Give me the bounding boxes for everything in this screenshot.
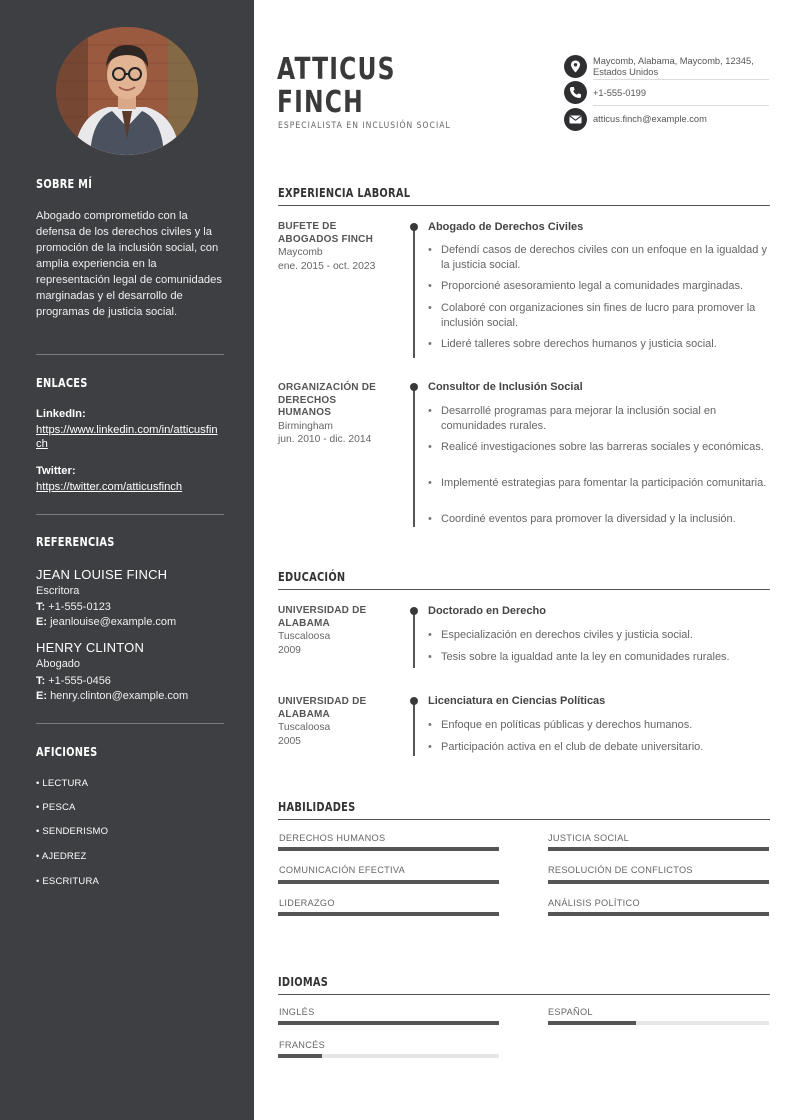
about-text: Abogado comprometido con la defensa de los derechos civiles y la promoción de la inclusión social, con amplia experiencia en la representación legal de comunidades marginadas y el desarrollo de programas de justicia social. — [36, 210, 222, 318]
timeline-line — [413, 226, 415, 358]
profile-photo — [56, 27, 198, 155]
employer-location: Birmingham — [278, 421, 333, 432]
job-title: ESPECIALISTA EN INCLUSIÓN SOCIAL — [278, 121, 451, 131]
divider — [593, 105, 769, 106]
degree-title: Doctorado en Derecho — [428, 605, 546, 617]
skill-label: ANÁLISIS POLÍTICO — [548, 898, 640, 908]
reference-email: E: jeanlouise@example.com — [36, 616, 177, 628]
hobby-item: • LECTURA — [36, 778, 89, 789]
skills-heading: HABILIDADES — [278, 800, 356, 814]
divider — [36, 723, 224, 724]
hobby-item: • PESCA — [36, 802, 76, 813]
experience-heading: EXPERIENCIA LABORAL — [278, 186, 411, 200]
school-name: UNIVERSIDAD DE ALABAMA — [278, 696, 367, 720]
language-label: FRANCÉS — [279, 1040, 326, 1050]
language-bar — [278, 1054, 499, 1058]
reference-role: Escritora — [36, 585, 80, 597]
employment-dates: ene. 2015 - oct. 2023 — [278, 261, 376, 272]
skill-bar — [278, 880, 499, 884]
location-icon — [564, 55, 587, 78]
reference-phone: T: +1-555-0456 — [36, 675, 111, 687]
linkedin-label: LinkedIn: — [36, 408, 86, 420]
education-heading: EDUCACIÓN — [278, 570, 346, 584]
degree-bullet: • Especialización en derechos civiles y justicia social. — [428, 628, 768, 643]
skill-bar — [548, 847, 769, 851]
language-label: ESPAÑOL — [548, 1007, 593, 1017]
section-rule — [278, 205, 770, 206]
job-bullet: • Proporcioné asesoramiento legal a comunidades marginadas. — [428, 279, 768, 294]
job-bullet: • Realicé investigaciones sobre las barreras sociales y económicas. — [428, 440, 768, 455]
employer-location: Maycomb — [278, 247, 323, 258]
job-bullet: • Colaboré con organizaciones sin fines de lucro para promover la inclusión social. — [428, 301, 768, 330]
degree-bullet: • Enfoque en políticas públicas y derechos humanos. — [428, 718, 768, 733]
timeline-line — [413, 610, 415, 668]
twitter-label: Twitter: — [36, 465, 76, 477]
phone-icon — [564, 81, 587, 104]
school-location: Tuscaloosa — [278, 631, 331, 642]
job-bullet: • Lideré talleres sobre derechos humanos y justicia social. — [428, 337, 768, 352]
section-rule — [278, 819, 770, 820]
timeline-line — [413, 387, 415, 527]
job-bullet: • Defendí casos de derechos civiles con un enfoque en la igualdad y la justicia social. — [428, 243, 768, 272]
languages-heading: IDIOMAS — [278, 975, 329, 989]
skill-label: RESOLUCIÓN DE CONFLICTOS — [548, 865, 693, 875]
skill-label: DERECHOS HUMANOS — [279, 833, 386, 843]
degree-title: Licenciatura en Ciencias Políticas — [428, 695, 606, 707]
divider — [593, 79, 769, 80]
skill-bar — [278, 912, 499, 916]
reference-phone: T: +1-555-0123 — [36, 601, 111, 613]
school-location: Tuscaloosa — [278, 722, 331, 733]
sidebar — [0, 0, 254, 1120]
contact-email[interactable]: atticus.finch@example.com — [593, 114, 707, 124]
graduation-year: 2009 — [278, 645, 301, 656]
employment-dates: jun. 2010 - dic. 2014 — [278, 434, 372, 445]
skill-bar — [548, 912, 769, 916]
portrait-image — [56, 27, 198, 155]
employer-name: ORGANIZACIÓN DE DERECHOS HUMANOS — [278, 382, 376, 418]
job-role: Abogado de Derechos Civiles — [428, 221, 584, 233]
skill-label: COMUNICACIÓN EFECTIVA — [279, 865, 406, 875]
hobbies-heading: AFICIONES — [36, 745, 98, 759]
about-heading: SOBRE MÍ — [36, 177, 93, 191]
timeline-dot — [410, 697, 418, 705]
timeline-line — [413, 700, 415, 756]
references-heading: REFERENCIAS — [36, 535, 115, 549]
contact-address: Maycomb, Alabama, Maycomb, 12345, Estados Unidos — [593, 56, 754, 77]
hobby-item: • ESCRITURA — [36, 876, 100, 887]
skill-label: JUSTICIA SOCIAL — [548, 833, 630, 843]
degree-bullet: • Tesis sobre la igualdad ante la ley en comunidades rurales. — [428, 650, 768, 665]
reference-name: JEAN LOUISE FINCH — [36, 567, 168, 582]
language-label: INGLÉS — [279, 1007, 315, 1017]
section-rule — [278, 994, 770, 995]
links-heading: ENLACES — [36, 376, 88, 390]
job-bullet: • Desarrollé programas para mejorar la inclusión social en comunidades rurales. — [428, 404, 768, 433]
language-bar — [278, 1021, 499, 1025]
reference-name: HENRY CLINTON — [36, 640, 145, 655]
graduation-year: 2005 — [278, 736, 301, 747]
skill-bar — [548, 880, 769, 884]
skill-label: LIDERAZGO — [279, 898, 335, 908]
timeline-dot — [410, 223, 418, 231]
hobby-item: • SENDERISMO — [36, 826, 109, 837]
timeline-dot — [410, 607, 418, 615]
hobby-item: • AJEDREZ — [36, 851, 87, 862]
language-bar — [548, 1021, 769, 1025]
reference-role: Abogado — [36, 658, 81, 670]
employer-name: BUFETE DE ABOGADOS FINCH — [278, 221, 374, 245]
degree-bullet: • Participación activa en el club de debate universitario. — [428, 740, 768, 755]
divider — [36, 354, 224, 355]
job-bullet: • Coordiné eventos para promover la diversidad y la inclusión. — [428, 512, 768, 527]
job-role: Consultor de Inclusión Social — [428, 381, 583, 393]
job-bullet: • Implementé estrategias para fomentar la participación comunitaria. — [428, 476, 768, 491]
linkedin-link[interactable]: https://www.linkedin.com/in/atticusfinch — [36, 424, 218, 450]
twitter-link[interactable]: https://twitter.com/atticusfinch — [36, 481, 183, 493]
email-icon — [564, 108, 587, 131]
divider — [36, 514, 224, 515]
candidate-name: ATTICUS FINCH — [277, 52, 396, 120]
reference-email: E: henry.clinton@example.com — [36, 690, 189, 702]
section-rule — [278, 589, 770, 590]
skill-bar — [278, 847, 499, 851]
contact-phone[interactable]: +1-555-0199 — [593, 88, 646, 98]
school-name: UNIVERSIDAD DE ALABAMA — [278, 605, 367, 629]
timeline-dot — [410, 383, 418, 391]
